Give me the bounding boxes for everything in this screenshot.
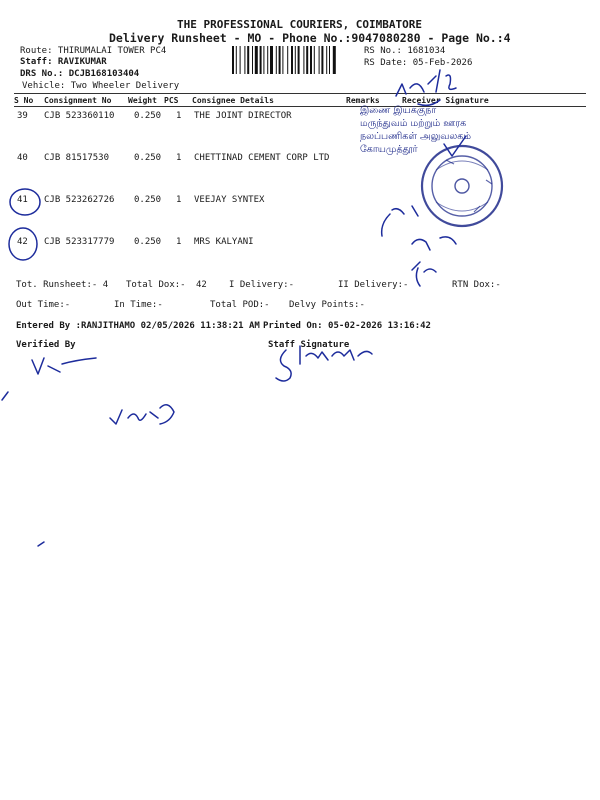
out-time-label: Out Time:- bbox=[16, 300, 71, 310]
ii-delivery-label: II Delivery:- bbox=[338, 280, 409, 290]
row-consignee: VEEJAY SYNTEX bbox=[194, 195, 265, 205]
row-weight: 0.250 bbox=[134, 111, 162, 121]
row-pcs: 1 bbox=[176, 111, 182, 121]
row-weight: 0.250 bbox=[134, 237, 162, 247]
col-sno: S No bbox=[14, 96, 34, 105]
printed-on: Printed On: 05-02-2026 13:16:42 bbox=[263, 321, 431, 331]
total-dox-value: 42 bbox=[196, 280, 207, 290]
row-consignee: THE JOINT DIRECTOR bbox=[194, 111, 292, 121]
col-pcs: PCS bbox=[164, 96, 179, 105]
barcode-bar bbox=[321, 46, 323, 74]
rs-date: RS Date: 05-Feb-2026 bbox=[364, 58, 473, 68]
barcode-bar bbox=[314, 46, 315, 74]
row-consignee: CHETTINAD CEMENT CORP LTD bbox=[194, 153, 330, 163]
barcode-bar bbox=[244, 46, 245, 74]
barcode-bar bbox=[276, 46, 277, 74]
barcode-bar bbox=[291, 46, 293, 74]
barcode-bar bbox=[232, 46, 234, 74]
barcode-bar bbox=[310, 46, 312, 74]
row-weight: 0.250 bbox=[134, 153, 162, 163]
row-consignment: CJB 81517530 bbox=[44, 153, 110, 163]
barcode-bar bbox=[319, 46, 320, 74]
runsheet-title: Delivery Runsheet - MO - Phone No.:9047080280 - Page No.:4 bbox=[109, 31, 511, 45]
barcode-bar bbox=[267, 46, 268, 74]
barcode-bar bbox=[255, 46, 258, 74]
barcode-bar bbox=[295, 46, 296, 74]
vehicle-label: Vehicle: Two Wheeler Delivery bbox=[22, 81, 180, 91]
stamp-line: கோயமுத்தூர் bbox=[360, 144, 418, 155]
total-dox-label: Total Dox:- bbox=[126, 280, 186, 290]
barcode-bar bbox=[252, 46, 253, 74]
barcode-bar bbox=[236, 46, 237, 74]
barcode-bar bbox=[247, 46, 249, 74]
barcode-bar bbox=[287, 46, 288, 74]
barcode-bar bbox=[240, 46, 241, 74]
rtn-dox-label: RTN Dox:- bbox=[452, 280, 501, 290]
barcode-bar bbox=[282, 46, 283, 74]
stamp-line: மருந்துவம் மற்றும் ஊரக bbox=[360, 118, 467, 129]
col-remarks: Remarks bbox=[346, 96, 380, 105]
row-pcs: 1 bbox=[176, 237, 182, 247]
barcode-bar bbox=[303, 46, 304, 74]
verified-by-label: Verified By bbox=[16, 340, 76, 350]
company-name: THE PROFESSIONAL COURIERS, COIMBATORE bbox=[177, 18, 423, 31]
office-stamp bbox=[360, 104, 471, 156]
barcode-bar bbox=[279, 46, 281, 74]
stamp-line: இணை இயக்குநர் bbox=[360, 105, 437, 116]
barcode-bar bbox=[298, 46, 300, 74]
row-consignee: MRS KALYANI bbox=[194, 237, 254, 247]
barcode-bar bbox=[329, 46, 330, 74]
staff-signature-label: Staff Signature bbox=[268, 340, 350, 350]
col-consignee: Consignee Details bbox=[192, 96, 274, 105]
col-weight: Weight bbox=[128, 96, 157, 105]
barcode bbox=[232, 46, 360, 74]
rs-number: RS No.: 1681034 bbox=[364, 46, 446, 56]
row-sno: 42 bbox=[17, 237, 28, 247]
barcode-bar bbox=[333, 46, 336, 74]
entered-by: Entered By :RANJITHAMO 02/05/2026 11:38:21 AM bbox=[16, 321, 260, 331]
barcode-bar bbox=[270, 46, 273, 74]
table-header-bottom-rule bbox=[14, 106, 586, 107]
barcode-bar bbox=[326, 46, 327, 74]
route-label: Route: THIRUMALAI TOWER PC4 bbox=[20, 46, 167, 56]
row-consignment: CJB 523317779 bbox=[44, 237, 115, 247]
row-sno: 41 bbox=[17, 195, 28, 205]
i-delivery-label: I Delivery:- bbox=[229, 280, 295, 290]
row-consignment: CJB 523360110 bbox=[44, 111, 115, 121]
barcode-bar bbox=[263, 46, 264, 74]
barcode-bar bbox=[306, 46, 308, 74]
delvy-points-label: Delvy Points:- bbox=[289, 300, 365, 310]
row-sno: 39 bbox=[17, 111, 28, 121]
row-sno: 40 bbox=[17, 153, 28, 163]
stamp-line: நலப்பணிகள் அலுவலகம் bbox=[360, 131, 471, 142]
col-signature: Receiver Signature bbox=[402, 96, 489, 105]
row-weight: 0.250 bbox=[134, 195, 162, 205]
row-pcs: 1 bbox=[176, 195, 182, 205]
drs-number: DRS No.: DCJB168103404 bbox=[20, 69, 140, 79]
barcode-bar bbox=[260, 46, 262, 74]
total-runsheet: Tot. Runsheet:- 4 bbox=[16, 280, 109, 290]
in-time-label: In Time:- bbox=[114, 300, 163, 310]
total-pod-label: Total POD:- bbox=[210, 300, 270, 310]
col-consignment: Consignment No bbox=[44, 96, 112, 105]
staff-label: Staff: RAVIKUMAR bbox=[20, 57, 107, 67]
row-consignment: CJB 523262726 bbox=[44, 195, 115, 205]
row-pcs: 1 bbox=[176, 153, 182, 163]
table-header-top-rule bbox=[14, 93, 586, 94]
